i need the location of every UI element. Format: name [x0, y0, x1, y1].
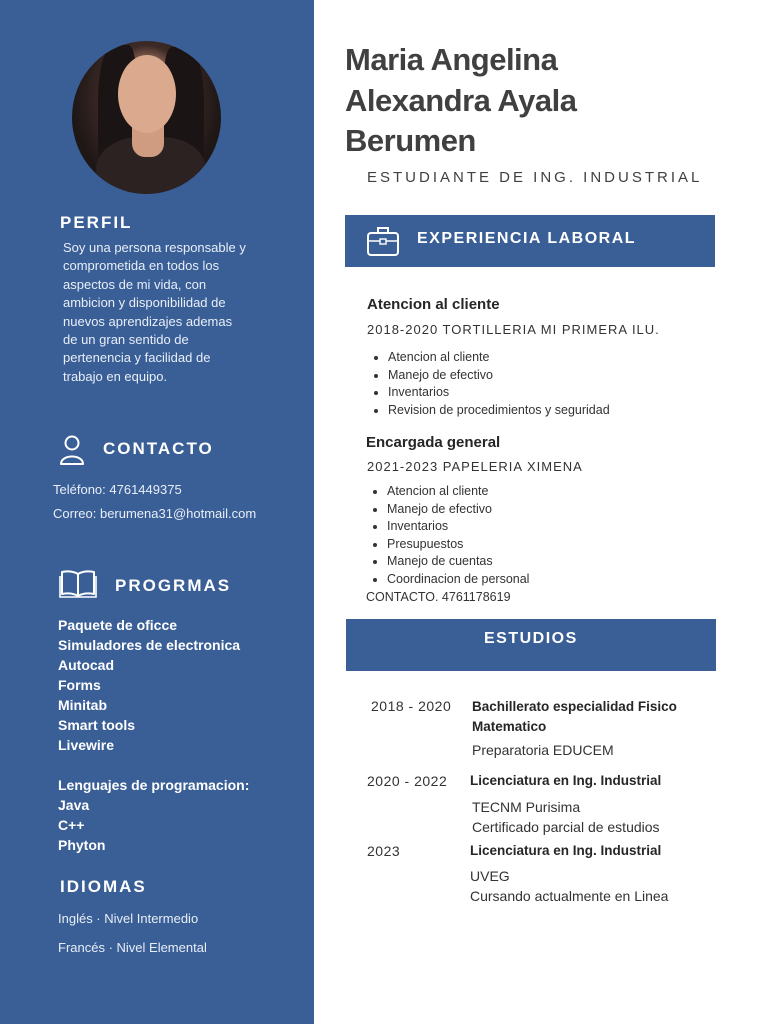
perfil-line: ambicion y disponibilidad de: [63, 295, 226, 311]
full-name: [345, 40, 745, 162]
programa-item: Livewire: [58, 737, 115, 753]
idioma-item: Francés · Nivel Elemental: [58, 940, 207, 955]
programas-list: [58, 615, 249, 855]
edu-line: Preparatoria EDUCEM: [472, 742, 614, 758]
perfil-line: aspectos de mi vida, con: [63, 276, 207, 292]
perfil-text: [63, 239, 273, 386]
job-bullets: [366, 483, 529, 589]
perfil-line: pertenencia y facilidad de: [63, 350, 211, 366]
job-title: Atencion al cliente: [367, 296, 500, 313]
programas-heading: PROGRMAS: [115, 576, 232, 595]
lenguaje-item: Phyton: [58, 837, 106, 853]
edu-title: Licenciatura en Ing. Industrial: [470, 773, 662, 788]
job-title: Encargada general: [366, 434, 501, 451]
job-bullet: • Inventarios: [388, 384, 610, 402]
estudios-bar: [346, 619, 716, 671]
perfil-line: nuevos aprendizajes ademas: [63, 313, 233, 329]
contacto-ref: CONTACTO. 4761178619: [366, 590, 511, 604]
programa-item: Minitab: [58, 697, 107, 713]
job-bullet: • Coordinacion de personal: [387, 571, 529, 589]
edu-title: Licenciatura en Ing. Industrial: [470, 843, 662, 858]
correo-text: Correo: berumena31@hotmail.com: [53, 506, 257, 521]
programa-item: Forms: [58, 677, 101, 693]
idiomas-heading: IDIOMAS: [60, 877, 147, 896]
perfil-line: trabajo en equipo.: [63, 368, 168, 384]
telefono-text: Teléfono: 4761449375: [53, 482, 182, 497]
lenguaje-item: Java: [58, 797, 90, 813]
job-bullet: • Atencion al cliente: [388, 349, 610, 367]
subtitle: ESTUDIANTE DE ING. INDUSTRIAL: [367, 169, 703, 186]
edu-line: UVEG: [470, 868, 510, 884]
job-bullet: • Manejo de cuentas: [387, 553, 529, 571]
programa-item: Paquete de oficce: [58, 617, 178, 633]
edu-years: 2018 - 2020: [371, 698, 452, 714]
user-icon: [58, 434, 86, 466]
job-bullet: • Manejo de efectivo: [388, 367, 610, 385]
open-book-icon: [59, 568, 97, 598]
job-bullet: • Manejo de efectivo: [387, 501, 529, 519]
name-line: Berumen: [345, 123, 476, 158]
briefcase-icon: [366, 225, 400, 257]
estudios-heading: ESTUDIOS: [484, 630, 578, 647]
job-bullet: • Inventarios: [387, 518, 529, 536]
job-bullet: • Revision de procedimientos y seguridad: [388, 402, 610, 420]
programa-item: Autocad: [58, 657, 114, 673]
profile-photo: [72, 41, 221, 194]
perfil-line: Soy una persona responsable y: [63, 240, 246, 255]
sidebar: [0, 0, 314, 1024]
job-bullets: [367, 349, 610, 419]
perfil-line: comprometida en todos los: [63, 258, 220, 274]
job-bullet: • Presupuestos: [387, 536, 529, 554]
experiencia-bar: [345, 215, 715, 267]
job-meta: 2021-2023 PAPELERIA XIMENA: [367, 459, 583, 474]
job-bullet: • Atencion al cliente: [387, 483, 529, 501]
name-line: Maria Angelina: [345, 42, 558, 77]
programa-item: Simuladores de electronica: [58, 637, 241, 653]
edu-title: Bachillerato especialidad Fisico Matematico: [472, 699, 677, 734]
programa-item: Smart tools: [58, 717, 136, 733]
edu-line: Cursando actualmente en Linea: [470, 888, 669, 904]
job-meta: 2018-2020 TORTILLERIA MI PRIMERA ILU.: [367, 322, 660, 337]
perfil-heading: PERFIL: [60, 213, 133, 232]
experiencia-heading: EXPERIENCIA LABORAL: [417, 230, 637, 247]
edu-years: 2023: [367, 843, 401, 859]
edu-line: Certificado parcial de estudios: [472, 819, 660, 835]
lenguaje-item: C++: [58, 817, 85, 833]
name-line: Alexandra Ayala: [345, 82, 577, 118]
lenguajes-heading: Lenguajes de programacion:: [58, 777, 250, 793]
perfil-line: de un gran sentido de: [63, 332, 189, 348]
contacto-heading: CONTACTO: [103, 439, 214, 458]
edu-years: 2020 - 2022: [367, 773, 448, 789]
edu-line: TECNM Purisima: [472, 799, 581, 815]
idioma-item: Inglés · Nivel Intermedio: [58, 911, 199, 926]
